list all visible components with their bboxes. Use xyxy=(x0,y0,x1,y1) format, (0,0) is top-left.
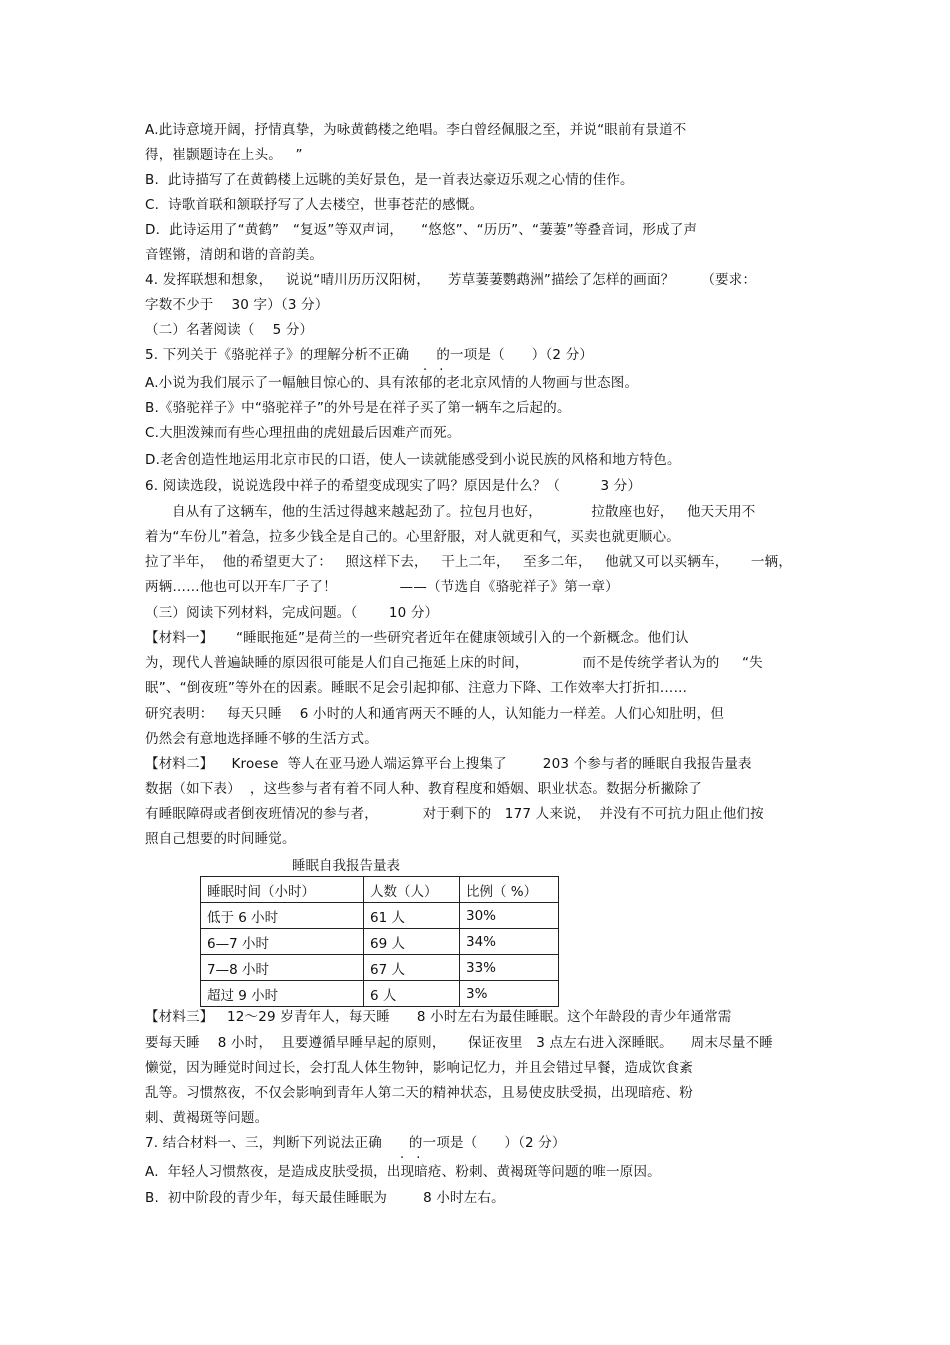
emphasis-dots: . . xyxy=(423,359,448,374)
table-cell: 67 人 xyxy=(364,955,460,981)
text-line: 【材料二】 Kroese 等人在亚马逊人端运算平台上搜集了 203 个参与者的睡眠自我报告量表 xyxy=(145,756,752,772)
text-line: 4. 发挥联想和想象， 说说“晴川历历汉阳树， 芳草萋萋鹦鹉洲”描绘了怎样的画面？ （要求： xyxy=(145,272,757,288)
emphasis-dots: . . xyxy=(400,1147,425,1162)
text-line: 刺、黄褐斑等问题。 xyxy=(145,1110,269,1126)
table-header-row xyxy=(201,877,559,903)
table-caption: 睡眠自我报告量表 xyxy=(292,858,400,874)
text-line: 懒觉，因为睡觉时间过长，会打乱人体生物钟，影响记忆力，并且会错过早餐，造成饮食紊 xyxy=(145,1060,693,1076)
text-line: 5. 下列关于《骆驼祥子》的理解分析不正确 的一项是（ ）（2 分） xyxy=(145,347,594,363)
text-line: 得，崔颢题诗在上头。 ” xyxy=(145,147,303,163)
table-cell: 33% xyxy=(460,955,559,981)
text-line: 字数不少于 30 字）（3 分） xyxy=(145,297,329,313)
table-row xyxy=(201,955,559,981)
text-line: 两辆……他也可以开车厂子了！ ——（节选自《骆驼祥子》第一章） xyxy=(145,579,619,595)
text-line: 【材料一】 “睡眠拖延”是荷兰的一些研究者近年在健康领域引入的一个新概念。他们认 xyxy=(145,630,689,646)
table-cell: 6—7 小时 xyxy=(201,929,364,955)
text-line: 数据（如下表） ，这些参与者有着不同人种、教育程度和婚姻、职业状态。数据分析撇除了 xyxy=(145,781,702,797)
text-line: 自从有了这辆车，他的生活过得越来越起劲了。拉包月也好， 拉散座也好， 他天天用不 xyxy=(172,504,756,520)
text-line: A.此诗意境开阔，抒情真挚，为咏黄鹤楼之绝唱。李白曾经佩服之至，并说“眼前有景道不 xyxy=(145,122,687,138)
table-row xyxy=(201,981,559,1007)
table-cell: 34% xyxy=(460,929,559,955)
text-line: D.老舍创造性地运用北京市民的口语，使人一读就能感受到小说民族的风格和地方特色。 xyxy=(145,452,681,468)
text-line: 乱等。习惯熬夜，不仅会影响到青年人第二天的精神状态，且易使皮肤受损，出现暗疮、粉 xyxy=(145,1085,693,1101)
text-line: 拉了半年， 他的希望更大了： 照这样下去， 干上二年， 至多二年， 他就又可以买辆车， 一辆， xyxy=(145,554,793,570)
table-row xyxy=(201,903,559,929)
table-cell: 30% xyxy=(460,903,559,929)
text-line: A.小说为我们展示了一幅触目惊心的、具有浓郁的老北京风情的人物画与世态图。 xyxy=(145,375,639,391)
text-line: （二）名著阅读（ 5 分） xyxy=(145,322,314,338)
text-line: B. 初中阶段的青少年，每天最佳睡眠为 8 小时左右。 xyxy=(145,1190,505,1206)
text-line: B. 此诗描写了在黄鹤楼上远眺的美好景色，是一首表达豪迈乐观之心情的佳作。 xyxy=(145,172,634,188)
text-line: 照自己想要的时间睡觉。 xyxy=(145,831,296,847)
table-cell: 7—8 小时 xyxy=(201,955,364,981)
text-line: D. 此诗运用了“黄鹤” “复返”等双声词， “悠悠”、“历历”、“萋萋”等叠音词，形成了声 xyxy=(145,222,698,238)
table-cell: 3% xyxy=(460,981,559,1007)
header-cell: 比例（ %） xyxy=(460,877,559,903)
text-line: （三）阅读下列材料，完成问题。（ 10 分） xyxy=(145,605,439,621)
text-line: C.大胆泼辣而有些心理扭曲的虎妞最后因难产而死。 xyxy=(145,425,461,441)
text-line: 为，现代人普遍缺睡的原因很可能是人们自己拖延上床的时间， 而不是传统学者认为的 “失 xyxy=(145,655,763,671)
table-row xyxy=(201,929,559,955)
text-line: 要每天睡 8 小时， 且要遵循早睡早起的原则， 保证夜里 3 点左右进入深睡眠。 周末尽量不睡 xyxy=(145,1035,774,1051)
text-line: C. 诗歌首联和颔联抒写了人去楼空，世事苍茫的感慨。 xyxy=(145,197,484,213)
text-line: 7. 结合材料一、三，判断下列说法正确 的一项是（ ）（2 分） xyxy=(145,1135,566,1151)
text-line: 音铿锵，清朗和谐的音韵美。 xyxy=(145,247,324,263)
text-line: A. 年轻人习惯熬夜，是造成皮肤受损，出现暗疮、粉刺、黄褐斑等问题的唯一原因。 xyxy=(145,1164,661,1180)
text-line: 仍然会有意地选择睡不够的生活方式。 xyxy=(145,731,378,747)
text-line: 眠”、“倒夜班”等外在的因素。睡眠不足会引起抑郁、注意力下降、工作效率大打折扣…… xyxy=(145,680,688,696)
text-line: 研究表明： 每天只睡 6 小时的人和通宵两天不睡的人，认知能力一样差。人们心知肚明，但 xyxy=(145,706,725,722)
text-line: 6. 阅读选段，说说选段中祥子的希望变成现实了吗？原因是什么？（ 3 分） xyxy=(145,478,642,494)
text-line: 着为“车份儿”着急，拉多少钱全是自己的。心里舒服，对人就更和气，买卖也就更顺心。 xyxy=(145,529,680,545)
text-line: B.《骆驼祥子》中“骆驼祥子”的外号是在祥子买了第一辆车之后起的。 xyxy=(145,400,571,416)
table-cell: 超过 9 小时 xyxy=(201,981,364,1007)
text-line: 【材料三】 12～29 岁青年人，每天睡 8 小时左右为最佳睡眠。这个年龄段的青少年通常需 xyxy=(145,1009,732,1025)
text-line: 有睡眠障碍或者倒夜班情况的参与者， 对于剩下的 177 人来说， 并没有不可抗力阻止他们按 xyxy=(145,806,764,822)
sleep-report-table xyxy=(200,876,559,1007)
table-cell: 低于 6 小时 xyxy=(201,903,364,929)
header-cell: 睡眠时间（小时） xyxy=(201,877,364,903)
header-cell: 人数（人） xyxy=(364,877,460,903)
table-cell: 61 人 xyxy=(364,903,460,929)
table-cell: 6 人 xyxy=(364,981,460,1007)
table-cell: 69 人 xyxy=(364,929,460,955)
